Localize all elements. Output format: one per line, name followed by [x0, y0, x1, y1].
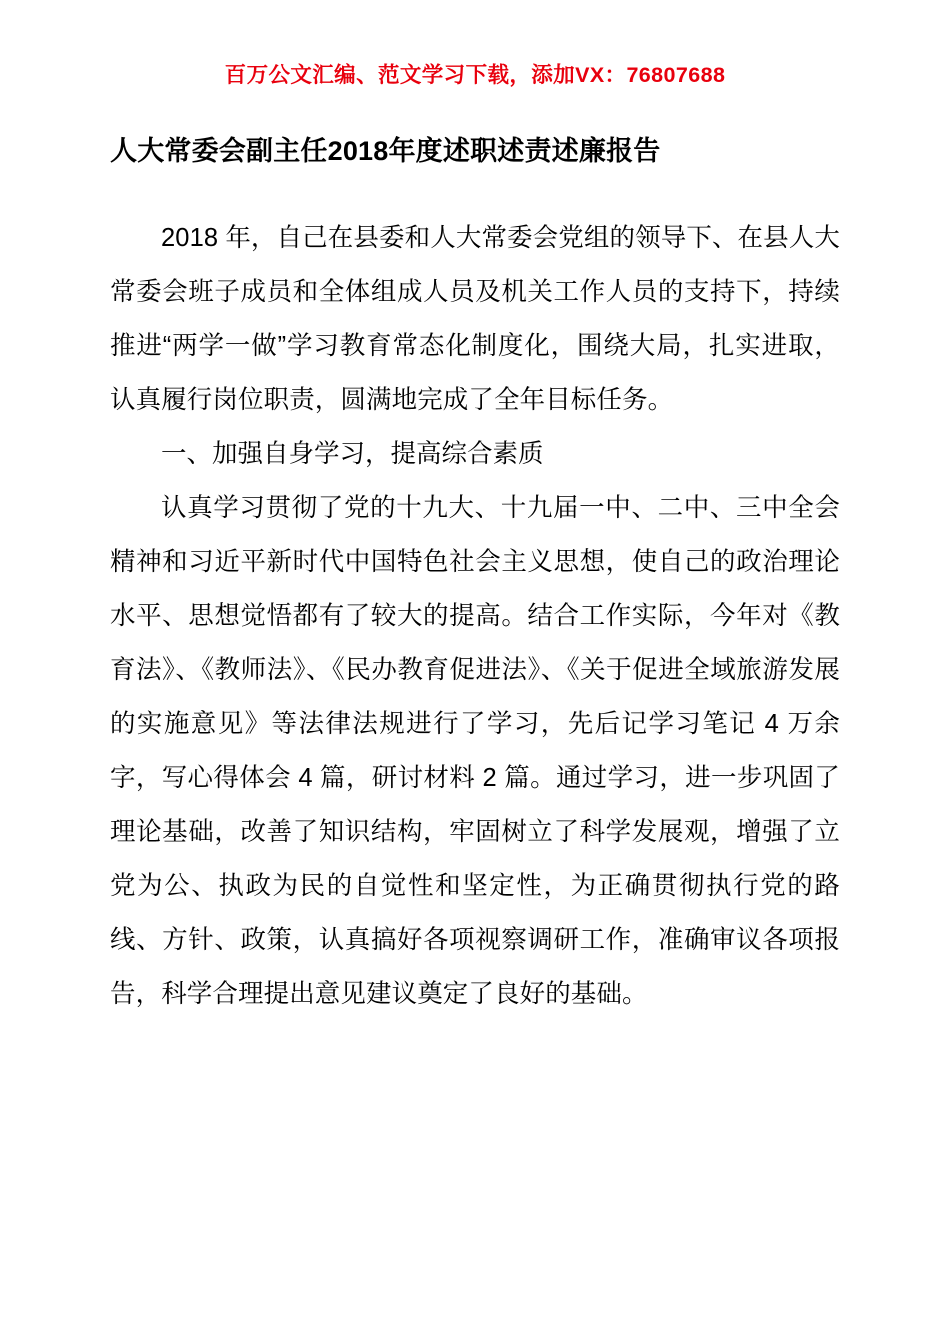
paragraph-intro: 2018 年，自己在县委和人大常委会党组的领导下、在县人大常委会班子成员和全体组成人员及机关工作人员的支持下，持续推进“两学一做”学习教育常态化制度化，围绕大局，扎实进取，认真履行岗位职责，圆满地完成了全年目标任务。: [110, 223, 840, 414]
section-heading-1: 一、加强自身学习，提高综合素质: [161, 439, 544, 468]
page-title: 人大常委会副主任2018年度述职述责述廉报告: [110, 135, 661, 166]
document-body: [110, 171, 840, 1021]
paragraph-section-1-body: 认真学习贯彻了党的十九大、十九届一中、二中、三中全会精神和习近平新时代中国特色社会主义思想，使自己的政治理论水平、思想觉悟都有了较大的提高。结合工作实际，今年对《教育法》、《教师法》、《民办教育促进法》、《关于促进全域旅游发展的实施意见》等法律法规进行了学习，先后记学习笔记 4 万余字，写心得体会 4 篇，研讨材料 2 篇。通过学习，进一步巩固了理论基础，改善了知识结构，牢固树立了科学发展观，增强了立党为公、执政为民的自觉性和坚定性，为正确贯彻执行党的路线、方针、政策，认真搞好各项视察调研工作，准确审议各项报告，科学合理提出意见建议奠定了良好的基础。: [110, 493, 840, 1008]
watermark-promo-text: 百万公文汇编、范文学习下载，添加VX：76807688: [224, 63, 726, 87]
